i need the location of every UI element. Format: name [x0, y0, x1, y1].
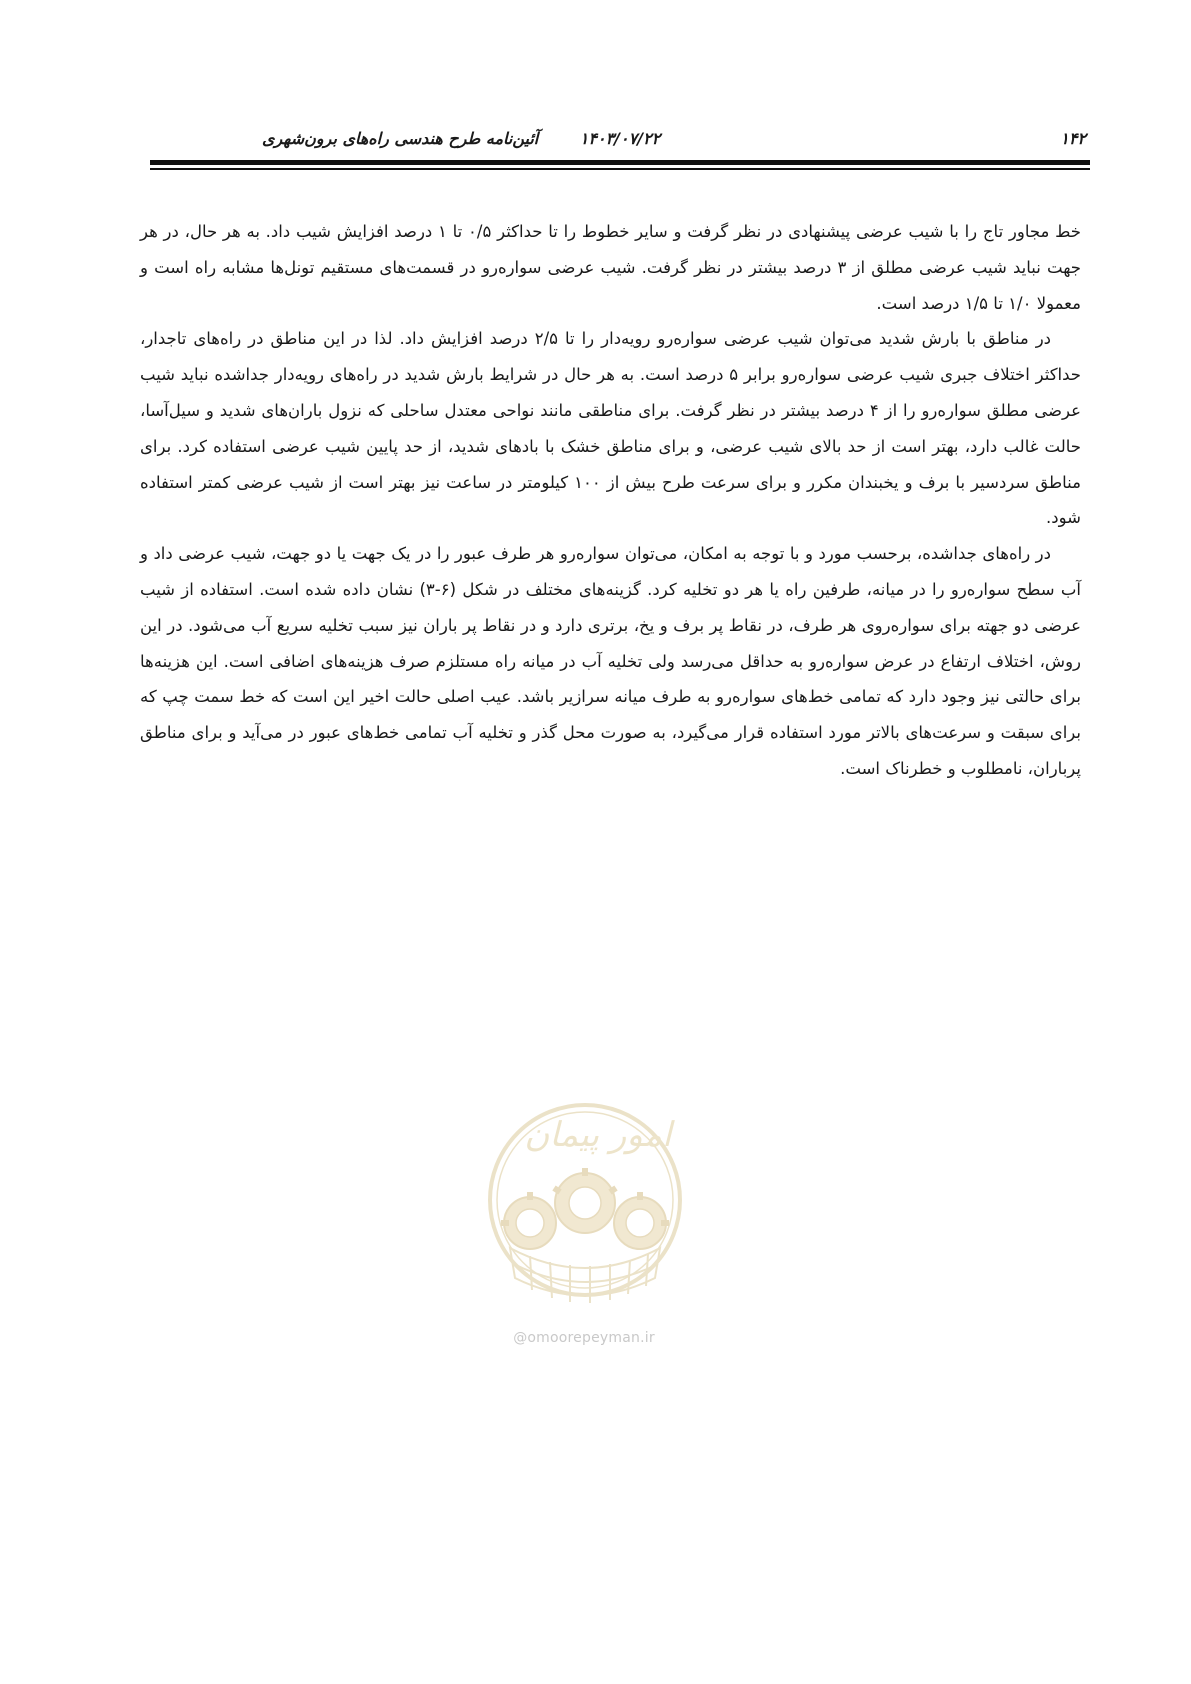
header-rule-thick — [150, 160, 1090, 165]
watermark-logo — [470, 1088, 700, 1348]
page-number: ۱۴۲ — [1060, 129, 1086, 148]
watermark-url: @omoorepeyman.ir — [513, 1330, 655, 1346]
header-date: ۱۴۰۳/۰۷/۲۲ — [579, 129, 661, 148]
paragraph-3: در راه‌های جداشده، برحسب مورد و با توجه به امکان، می‌توان سواره‌رو هر طرف عبور را در یک جهت یا دو جهت، شیب عرضی داد و آب سطح سواره‌رو را در میانه، طرفین راه یا هر دو تخلیه کرد. گزینه‌های مختلف در شکل (۶-۳) نشان داده شده است. استفاده از شیب عرضی دو جهته برای سواره‌روی هر طرف، در نقاط پر برف و یخ، برتری دارد و در نقاط پر باران نیز سبب تخلیه سریع آب می‌شود. در این روش، اختلاف ارتفاع در عرض سواره‌رو به حداقل می‌رسد ولی تخلیه آب در میانه راه مستلزم صرف هزینه‌های اضافی است. این هزینه‌ها برای حالتی نیز وجود دارد که تمامی خط‌های سواره‌رو به طرف میانه سرازیر باشد. عیب اصلی حالت اخیر این است که خط سمت چپ که برای سبقت و سرعت‌های بالاتر مورد استفاده قرار می‌گیرد، به صورت محل گذر و تخلیه آب تمامی خط‌های عبور در می‌آید و برای مناطق پرباران، نامطلوب و خطرناک است. — [140, 544, 1081, 778]
body-text — [140, 214, 1081, 787]
running-title: آئین‌نامه طرح هندسی راه‌های برون‌شهری — [262, 129, 539, 148]
header-rule-thin — [150, 168, 1090, 170]
watermark-logo-icon — [470, 1088, 700, 1333]
page-header — [150, 128, 1090, 150]
paragraph-2: در مناطق با بارش شدید می‌توان شیب عرضی سواره‌رو رویه‌دار را تا ۲/۵ درصد افزایش داد. لذا در این مناطق در راه‌های تاجدار، حداکثر اختلاف جبری شیب عرضی سواره‌رو برابر ۵ درصد است. به هر حال در شرایط بارش شدید در راه‌های رویه‌دار جداشده نباید شیب عرضی مطلق سواره‌رو را از ۴ درصد بیشتر در نظر گرفت. برای مناطقی مانند نواحی معتدل ساحلی که نزول باران‌های شدید و سیل‌آسا، حالت غالب دارد، بهتر است از حد بالای شیب عرضی، و برای مناطق خشک با بادهای شدید، از حد پایین شیب عرضی استفاده کرد. برای مناطق سردسیر با برف و یخبندان مکرر و برای سرعت طرح بیش از ۱۰۰ کیلومتر در ساعت نیز بهتر است از شیب عرضی کمتر استفاده شود. — [140, 329, 1082, 528]
paragraph-1: خط مجاور تاج را با شیب عرضی پیشنهادی در نظر گرفت و سایر خطوط را تا حداکثر ۰/۵ تا ۱ درصد افزایش شیب داد. به هر حال، در هر جهت نباید شیب عرضی مطلق از ۳ درصد بیشتر در نظر گرفت. شیب عرضی سواره‌رو در قسمت‌های مستقیم تونل‌ها مشابه راه است و معمولا ۱/۰ تا ۱/۵ درصد است. — [140, 222, 1081, 313]
watermark-logo-text: امور پیمان — [524, 1115, 672, 1155]
